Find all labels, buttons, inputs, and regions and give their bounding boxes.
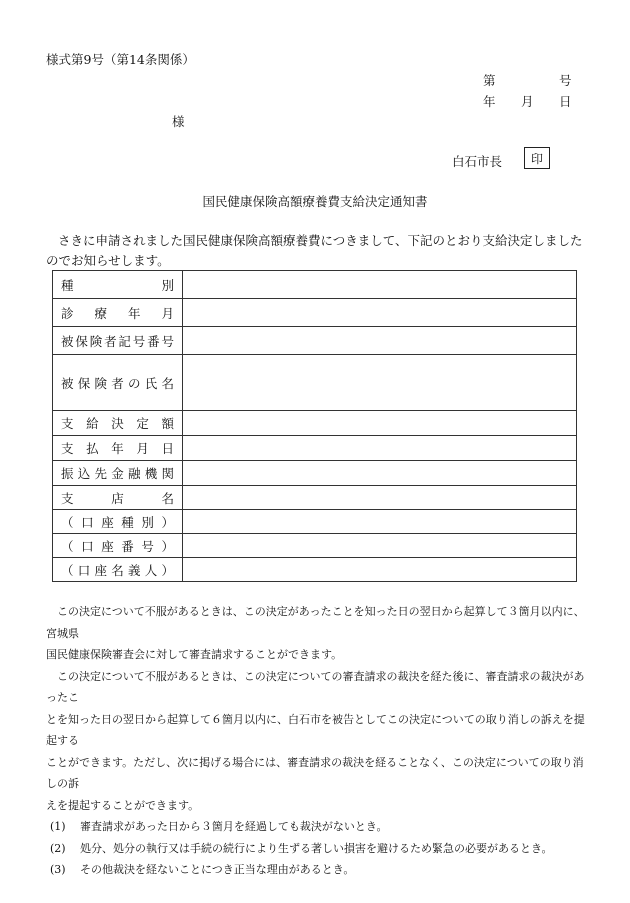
table-row-bank	[53, 461, 577, 486]
value-bank	[183, 461, 577, 486]
form-number: 様式第9号（第14条関係）	[46, 52, 195, 67]
label-payment-amount: 支給決定額	[53, 411, 183, 436]
value-payment-date	[183, 436, 577, 461]
table-row-branch	[53, 486, 577, 510]
label-payment-date: 支払年月日	[53, 436, 183, 461]
addressee-suffix: 様	[172, 114, 185, 129]
value-insured-name	[183, 355, 577, 411]
notes-p2-line-2: とを知った日の翌日から起算して６箇月以内に、白石市を被告としてこの決定についての取り消しの訴えを提起する	[46, 712, 585, 747]
value-payment-amount	[183, 411, 577, 436]
table-row-insured-number	[53, 327, 577, 355]
appeal-notes	[46, 601, 586, 881]
item-1-text: 審査請求があった日から３箇月を経過しても裁決がないとき。	[80, 820, 388, 833]
item-3-text: その他裁決を経ないことにつき正当な理由があるとき。	[80, 863, 355, 876]
label-branch: 支店名	[53, 486, 183, 510]
intro-line-2: のでお知らせします。	[46, 253, 170, 268]
label-type: 種別	[53, 271, 183, 299]
document-title: 国民健康保険高額療養費支給決定通知書	[202, 194, 428, 209]
label-account-holder: （口座名義人）	[53, 558, 183, 582]
notice-details-table	[52, 270, 577, 582]
date-day-label: 日	[559, 94, 572, 109]
table-row-account-number	[53, 534, 577, 558]
date-month-label: 月	[521, 94, 534, 109]
notes-p2-line-4: えを提起することができます。	[46, 798, 200, 812]
notes-item-3	[46, 859, 586, 881]
intro-line-1: さきに申請されました国民健康保険高額療養費につきまして、下記のとおり支給決定しました	[58, 233, 583, 248]
item-2-marker: (2)	[50, 841, 66, 855]
label-bank: 振込先金融機関	[53, 461, 183, 486]
label-insured-name: 被保険者の氏名	[53, 355, 183, 411]
item-2-text: 処分、処分の執行又は手続の続行により生ずる著しい損害を避けるため緊急の必要があるとき。	[80, 841, 553, 855]
table-row-insured-name	[53, 355, 577, 411]
table-row-treatment-month	[53, 299, 577, 327]
value-account-holder	[183, 558, 577, 582]
label-account-number: （口座番号）	[53, 534, 183, 558]
label-treatment-month: 診療年月	[53, 299, 183, 327]
document-number-prefix: 第	[483, 73, 496, 88]
label-account-type: （口座種別）	[53, 510, 183, 534]
date-year-label: 年	[483, 94, 496, 109]
value-account-type	[183, 510, 577, 534]
notes-p2-line-3: ことができます。ただし、次に掲げる場合には、審査請求の裁決を経ることなく、この決定についての取り消しの訴	[46, 755, 584, 790]
table-row-account-holder	[53, 558, 577, 582]
notes-p1-line-2: 国民健康保険審査会に対して審査請求することができます。	[46, 648, 343, 661]
notes-item-2	[46, 838, 586, 860]
table-row-payment-amount	[53, 411, 577, 436]
table-row-account-type	[53, 510, 577, 534]
issuer-name: 白石市長	[452, 154, 503, 169]
table-row-type	[53, 271, 577, 299]
item-1-marker: (1)	[50, 820, 66, 833]
label-insured-number: 被保険者記号番号	[53, 327, 183, 355]
notes-item-1	[46, 816, 586, 838]
seal-box: 印	[524, 147, 550, 169]
value-branch	[183, 486, 577, 510]
table-row-payment-date	[53, 436, 577, 461]
item-3-marker: (3)	[50, 863, 66, 876]
notes-p2-line-1: この決定について不服があるときは、この決定についての審査請求の裁決を経た後に、審査請求の裁決があったこ	[46, 669, 585, 704]
value-treatment-month	[183, 299, 577, 327]
intro-text	[46, 231, 586, 271]
value-type	[183, 271, 577, 299]
value-insured-number	[183, 327, 577, 355]
document-number-suffix: 号	[559, 73, 572, 88]
value-account-number	[183, 534, 577, 558]
notes-p1-line-1: この決定について不服があるときは、この決定があったことを知った日の翌日から起算して３箇月以内に、宮城県	[46, 605, 585, 640]
